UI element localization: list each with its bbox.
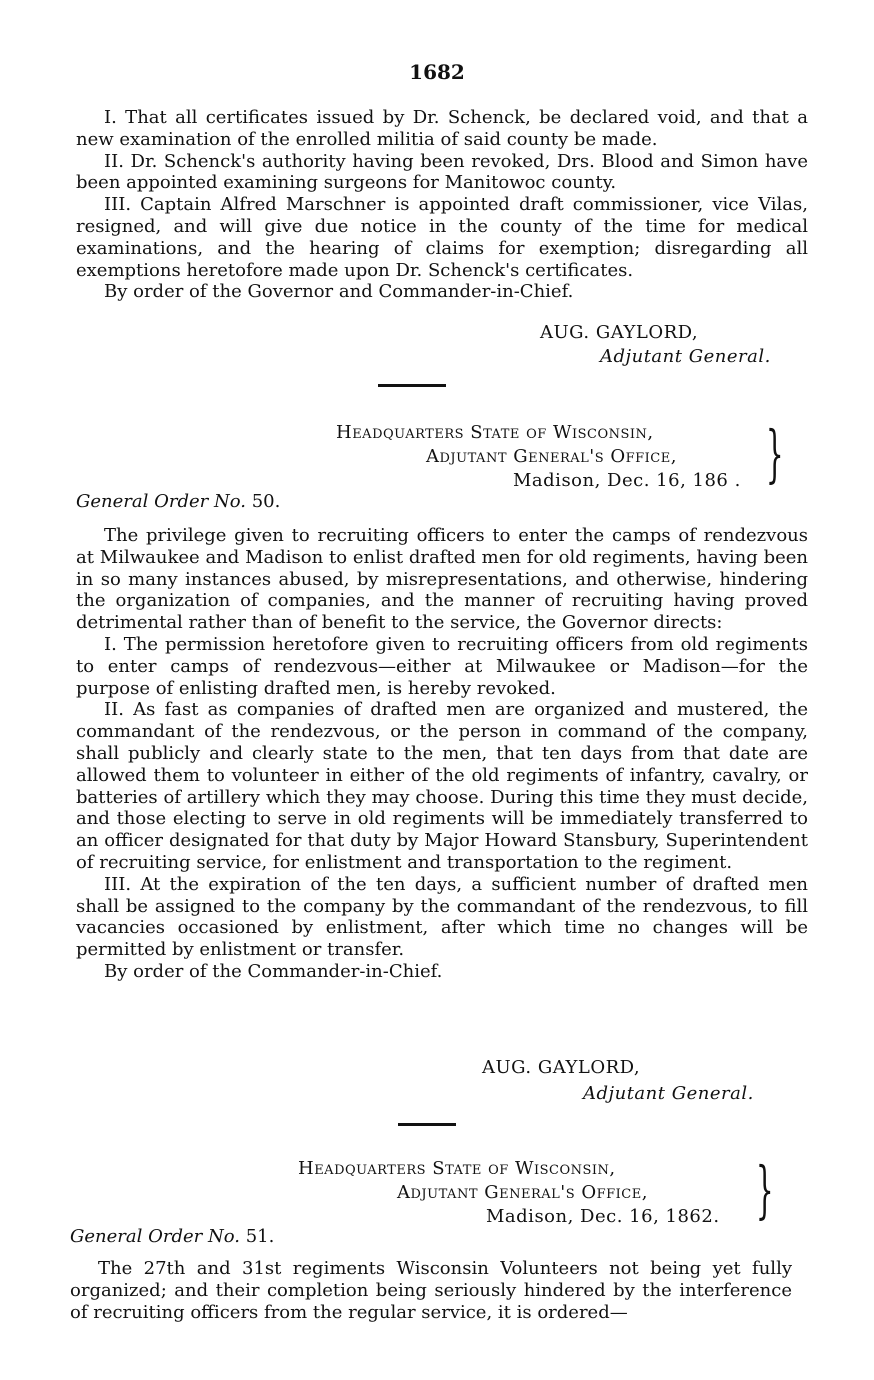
general-order-label [76,491,280,512]
paragraph: The privilege given to recruiting officers to enter the camps of rendezvous at Milwaukee and Madison to enlist drafted men for old regiments, having been in so many instances abused, by misrepresentations, and otherwise, hindering the organization of companies, and the manner of recruiting having proved detrimental rather than of benefit to the service, the Governor directs: [76,525,808,634]
general-order-text: General Order No. [76,491,246,512]
header-line-3: Madison, Dec. 16, 186 . [513,470,741,491]
signature-name: AUG. GAYLORD, [482,1057,641,1078]
general-order-number: 50. [251,491,281,512]
paragraph: I. That all certificates issued by Dr. Schenck, be declared void, and that a new examination of the enrolled militia of said county be made. [76,107,808,150]
brace-icon: } [765,417,784,490]
page-number: 1682 [409,60,465,84]
paragraph: III. At the expiration of the ten days, a sufficient number of drafted men shall be assigned to the company by the commandant of the rendezvous, to fill vacancies occasioned by enlistment, after which time no changes will be permitted by enlistment or transfer. [76,873,808,961]
header-line-2: Adjutant General's Office, [426,446,677,467]
signature-title: Adjutant General. [583,1083,754,1104]
paragraph: By order of the Governor and Commander-in-Chief. [104,281,574,303]
paragraph: I. The permission heretofore given to recruiting officers from old regiments to enter camps of rendezvous—either at Milwaukee or Madison—for the purpose of enlisting drafted men, is hereby revoked. [76,633,808,699]
header-line-1: Headquarters State of Wisconsin, [298,1158,616,1179]
divider-rule [398,1123,456,1126]
general-order-number: 51. [245,1226,275,1247]
section-2 [76,525,808,983]
divider-rule [378,384,446,387]
signature-title: Adjutant General. [600,346,771,367]
signature-name: AUG. GAYLORD, [540,322,699,343]
header-line-2: Adjutant General's Office, [397,1182,648,1203]
paragraph: The 27th and 31st regiments Wisconsin Volunteers not being yet fully organized; and their completion being seriously hindered by the interference of recruiting officers from the regular service, it is ordered— [70,1258,792,1323]
header-line-1: Headquarters State of Wisconsin, [336,422,654,443]
paragraph: III. Captain Alfred Marschner is appointed draft commissioner, vice Vilas, resigned, and will give due notice in the county of the time for medical examinations, and the hearing of claims for exemption; disregarding all exemptions heretofore made upon Dr. Schenck's certificates. [76,194,808,281]
section-3 [70,1258,792,1323]
paragraph: By order of the Commander-in-Chief. [104,960,443,982]
header-line-3: Madison, Dec. 16, 1862. [486,1206,720,1227]
general-order-text: General Order No. [70,1226,240,1247]
paragraph: II. Dr. Schenck's authority having been revoked, Drs. Blood and Simon have been appointed examining surgeons for Manitowoc county. [76,150,808,194]
brace-icon: } [755,1153,774,1226]
paragraph: II. As fast as companies of drafted men are organized and mustered, the commandant of the rendezvous, or the person in command of the company, shall publicly and clearly state to the men, that ten days from that date are allowed them to volunteer in either of the old regiments of infantry, cavalry, or batteries of artillery which they may choose. During this time they must decide, and those electing to serve in old regiments will be immediately transferred to an officer designated for that duty by Major Howard Stansbury, Superintendent of recruiting service, for enlistment and transportation to the regiment. [76,699,808,873]
section-1 [76,107,808,303]
general-order-label [70,1226,274,1247]
